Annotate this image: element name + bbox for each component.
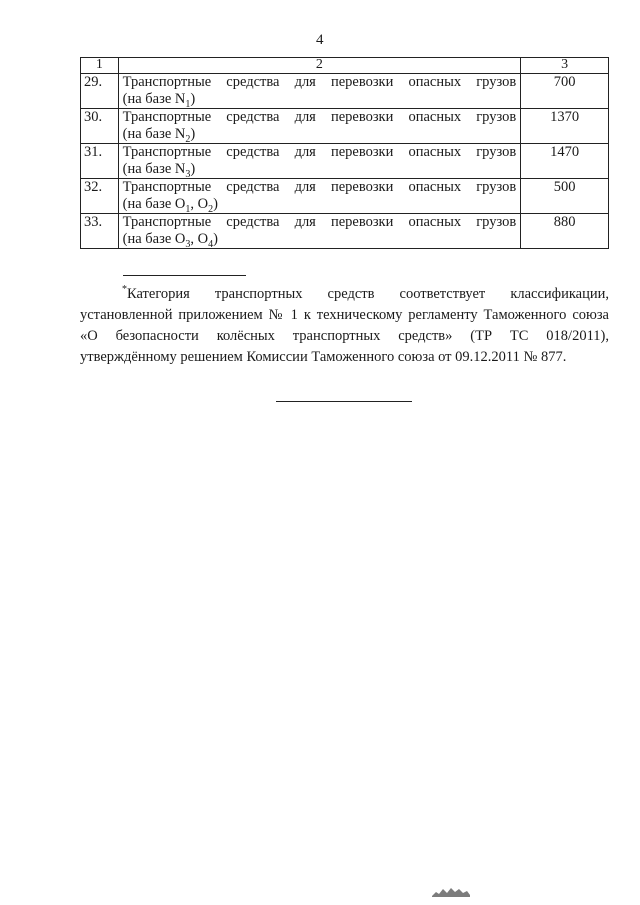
vehicle-base-category [123,91,517,108]
base-suffix: ) [213,231,218,247]
category-letter: N [174,91,186,107]
row-value: 500 [521,179,609,214]
description-text: Транспортные средства для перевозки опасных грузов [122,179,517,195]
row-description [118,214,521,249]
row-number: 32. [81,179,119,214]
row-value: 1470 [521,144,609,179]
table-row [81,74,609,109]
base-suffix: ) [190,126,196,142]
category-letter: O [174,196,186,212]
base-prefix: (на базе [122,126,175,142]
row-description [118,74,521,109]
row-description [118,179,521,214]
header-cell-2: 2 [118,58,521,74]
description-text: Транспортные средства для перевозки опасных грузов [122,74,517,90]
row-value: 1370 [521,109,609,144]
header-cell-3: 3 [521,58,609,74]
ink-mark-icon [430,884,472,898]
category-letter: O [197,196,209,212]
vehicle-base-category: (на базе $O_1$, $O_2$) [122,196,218,215]
table-row [81,144,609,179]
table-row [81,214,609,249]
row-value: 700 [521,74,609,109]
category-index: 4 [208,238,214,250]
row-number: 30. [81,109,119,144]
category-index: 2 [185,133,191,145]
document-end-line [276,401,412,402]
base-prefix: (на базе [122,161,175,177]
footnote-separator [123,275,246,276]
category-letter: N [174,126,186,142]
footnote [80,279,609,368]
category-letter: O [197,231,209,247]
tariff-table [80,57,609,249]
base-suffix: ) [213,196,218,212]
vehicle-base-category [123,126,517,143]
base-suffix: ) [190,91,196,107]
category-index: 2 [208,203,214,215]
page-number: 4 [316,32,324,48]
vehicle-base-category: (на базе $O_3$, $O_4$) [122,231,218,250]
category-index: 1 [185,203,191,215]
category-index: 3 [185,238,191,250]
category-index: 1 [185,98,191,110]
category-index: 3 [185,168,191,180]
base-prefix: (на базе [122,231,175,247]
row-description [118,109,521,144]
vehicle-base-category [123,161,517,178]
description-text: Транспортные средства для перевозки опасных грузов [122,144,517,160]
footnote-marker: * [122,284,127,295]
category-letter: N [174,161,186,177]
footnote-text: Категория транспортных средств соответствует классификации, установленной приложением № 1 к техническому регламенту Таможенного союза «О безопасности колёсных транспортных средств» (ТР ТС 018/2011), утверждённому решением Комиссии Таможенного союза от 09.12.2011 № 877. [80,285,609,365]
table-row [81,109,609,144]
row-number: 31. [81,144,119,179]
base-suffix: ) [190,161,196,177]
description-text: Транспортные средства для перевозки опасных грузов [122,109,517,125]
row-number: 29. [81,74,119,109]
row-value: 880 [521,214,609,249]
table-header-row [81,58,609,74]
category-letter: O [174,231,186,247]
row-description [118,144,521,179]
table-row [81,179,609,214]
description-text: Транспортные средства для перевозки опасных грузов [122,214,517,230]
base-prefix: (на базе [122,196,175,212]
header-cell-1: 1 [81,58,119,74]
base-prefix: (на базе [122,91,175,107]
row-number: 33. [81,214,119,249]
